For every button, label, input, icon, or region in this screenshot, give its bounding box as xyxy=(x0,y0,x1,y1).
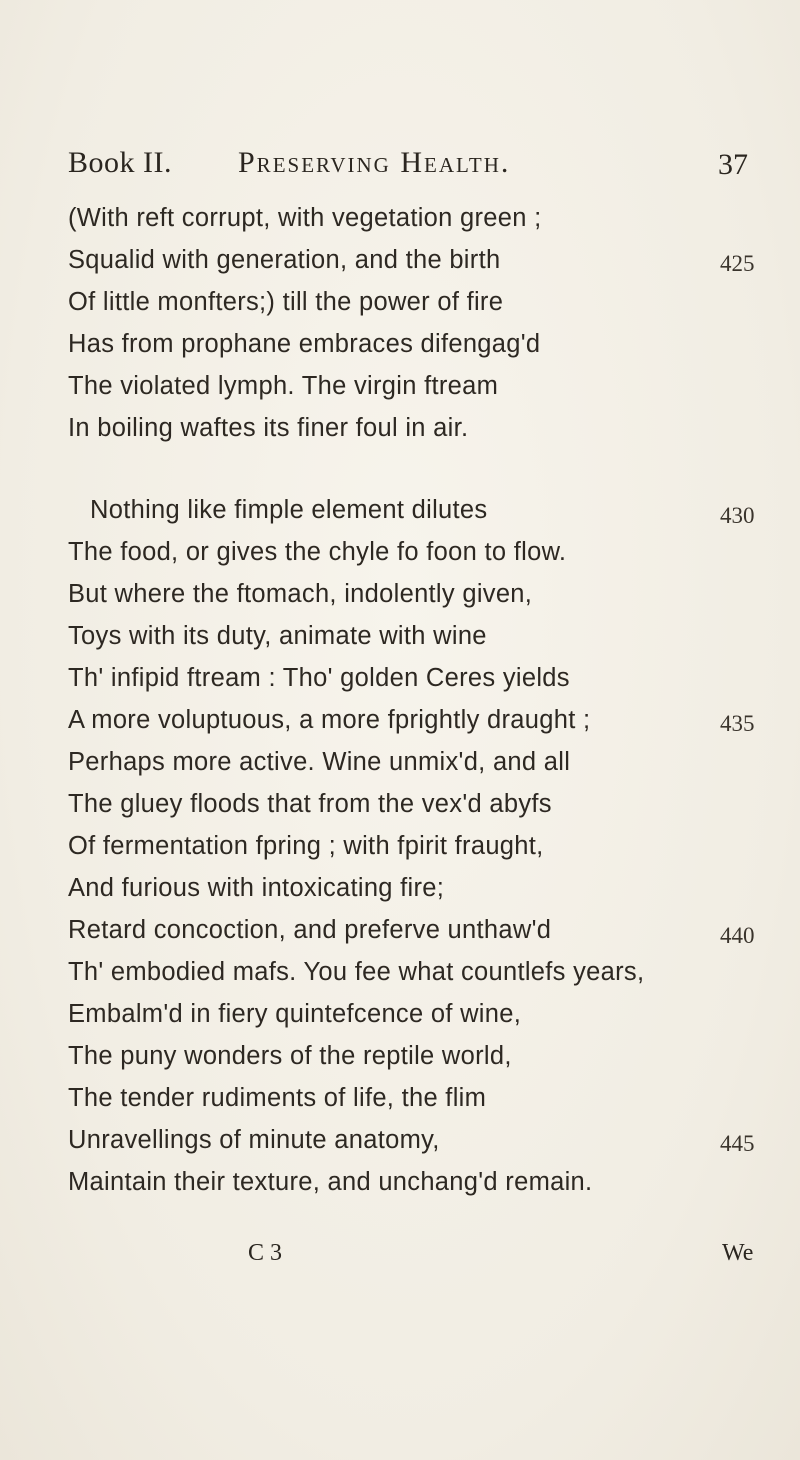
poem-line: Embalm'd in fiery quintefcence of wine, xyxy=(68,1000,522,1028)
poem-line: The violated lymph. The virgin ftream xyxy=(68,372,499,400)
poem-line: Th' embodied mafs. You fee what countlefs years, xyxy=(68,958,645,986)
book-label: Book II. xyxy=(68,146,172,179)
poem-line: Perhaps more active. Wine unmix'd, and all xyxy=(68,748,571,776)
page-number: 37 xyxy=(718,148,748,181)
poem-line: The puny wonders of the reptile world, xyxy=(68,1042,512,1070)
line-number: 435 xyxy=(720,711,755,736)
poem-line: But where the ftomach, indolently given, xyxy=(68,580,533,608)
chapter-title: Preserving Health. xyxy=(238,146,511,179)
poem-line: Has from prophane embraces difengag'd xyxy=(68,330,541,358)
poem-line: Squalid with generation, and the birth xyxy=(68,246,501,274)
poem-line: Maintain their texture, and unchang'd remain. xyxy=(68,1168,593,1196)
catchword: We xyxy=(722,1240,754,1266)
line-number: 440 xyxy=(720,923,755,948)
poem-line: Unravellings of minute anatomy, xyxy=(68,1126,440,1154)
poem-line: Th' infipid ftream : Tho' golden Ceres yields xyxy=(68,664,570,692)
line-number: 445 xyxy=(720,1131,755,1156)
poem-line: The gluey floods that from the vex'd abyfs xyxy=(68,790,552,818)
poem-line: (With reft corrupt, with vegetation green ; xyxy=(68,204,542,232)
poem-line: Of little monfters;) till the power of fire xyxy=(68,288,504,316)
poem-line: In boiling waftes its finer foul in air. xyxy=(68,414,469,442)
poem-line: The food, or gives the chyle fo foon to flow. xyxy=(68,538,567,566)
poem-line: Nothing like fimple element dilutes xyxy=(90,496,488,524)
poem-line: A more voluptuous, a more fprightly draught ; xyxy=(68,706,591,734)
line-number: 430 xyxy=(720,503,755,528)
running-header xyxy=(68,146,748,196)
poem-line: Retard concoction, and preferve unthaw'd xyxy=(68,916,552,944)
poem-line: The tender rudiments of life, the flim xyxy=(68,1084,487,1112)
line-number: 425 xyxy=(720,251,755,276)
signature-mark: C 3 xyxy=(248,1240,283,1266)
poem-line: And furious with intoxicating fire; xyxy=(68,874,445,902)
poem-line: Toys with its duty, animate with wine xyxy=(68,622,487,650)
poem-line: Of fermentation fpring ; with fpirit fraught, xyxy=(68,832,544,860)
